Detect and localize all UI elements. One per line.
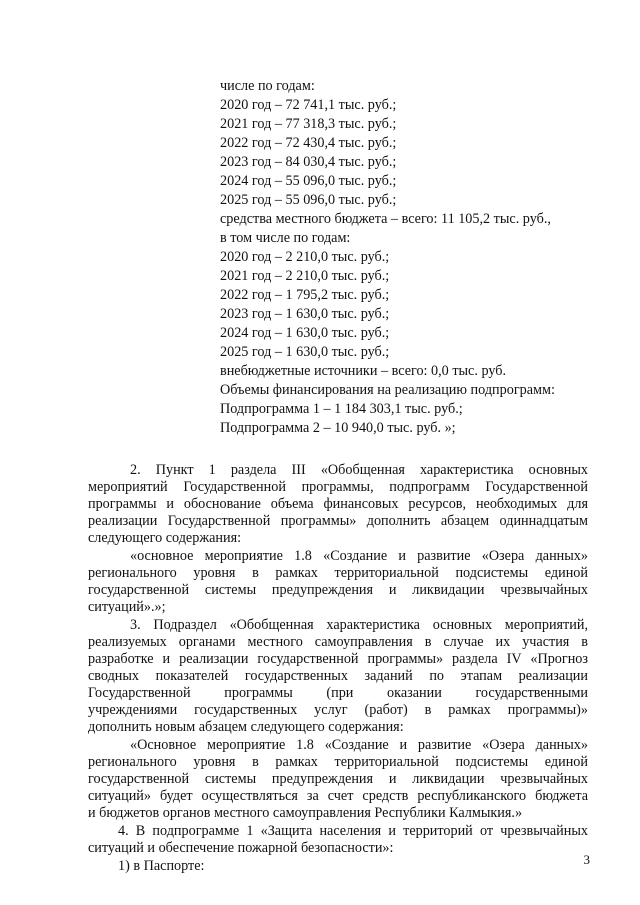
text-line: 2023 год – 1 630,0 тыс. руб.; [220,306,390,322]
quote-2-line: регионального уровня в рамках территориальной подсистемы единой [88,754,588,770]
text-line: 2021 год – 2 210,0 тыс. руб.; [220,268,390,284]
paragraph-4-line: 1) в Паспорте: [118,858,205,874]
paragraph-4-line: 4. В подпрограмме 1 «Защита населения и территорий от чрезвычайных [118,823,588,839]
paragraph-3-line: реализуемых органами местного самоуправления в случае их участия в [88,634,588,650]
quote-1-line: регионального уровня в рамках территориальной подсистемы единой [88,565,588,581]
text-line: 2021 год – 77 318,3 тыс. руб.; [220,116,397,132]
paragraph-3-line: разработке и реализации государственной программы» раздела IV «Прогноз [88,651,588,667]
paragraph-2-line: 2. Пункт 1 раздела III «Обобщенная характеристика основных [130,462,588,478]
paragraph-3-line: Государственной программы (при оказании государственными [88,685,588,701]
paragraph-2-line: реализации Государственной программы» дополнить абзацем одиннадцатым [88,513,588,529]
text-line: 2022 год – 1 795,2 тыс. руб.; [220,287,390,303]
text-line: 2025 год – 1 630,0 тыс. руб.; [220,344,390,360]
text-line: Подпрограмма 2 – 10 940,0 тыс. руб. »; [220,420,456,436]
paragraph-2-line: следующего содержания: [88,530,242,546]
quote-2-line: государственной системы предупреждения и ликвидации чрезвычайных [88,771,588,787]
quote-1-line: ситуаций».»; [88,599,166,615]
quote-2-line: ситуаций» будет осуществляться за счет средств республиканского бюджета [88,788,588,804]
text-line: Объемы финансирования на реализацию подпрограмм: [220,382,555,398]
text-line: 2024 год – 1 630,0 тыс. руб.; [220,325,390,341]
page-number: 3 [583,852,590,867]
text-line: в том числе по годам: [220,230,351,246]
text-line: 2024 год – 55 096,0 тыс. руб.; [220,173,397,189]
text-line: 2023 год – 84 030,4 тыс. руб.; [220,154,397,170]
quote-1-line: государственной системы предупреждения и ликвидации чрезвычайных [88,582,588,598]
quote-2-line: «Основное мероприятие 1.8 «Создание и развитие «Озера данных» [130,737,588,753]
quote-2-line: и бюджетов органов местного самоуправления Республики Калмыкия.» [88,805,523,821]
paragraph-4-line: ситуаций и обеспечение пожарной безопасности»: [88,840,394,856]
text-line: числе по годам: [220,78,315,94]
text-line: 2020 год – 2 210,0 тыс. руб.; [220,249,390,265]
paragraph-2-line: мероприятий Государственной программы, подпрограмм Государственной [88,479,588,495]
paragraph-3-line: дополнить новым абзацем следующего содержания: [88,719,404,735]
quote-1-line: «основное мероприятие 1.8 «Создание и развитие «Озера данных» [130,548,588,564]
paragraph-3-line: сводных показателей государственных заданий по этапам реализации [88,668,588,684]
text-line: Подпрограмма 1 – 1 184 303,1 тыс. руб.; [220,401,463,417]
text-line: 2022 год – 72 430,4 тыс. руб.; [220,135,397,151]
paragraph-2-line: программы и обоснование объема финансовых ресурсов, необходимых для [88,496,588,512]
paragraph-3-line: учреждениями государственных услуг (работ) в рамках программы)» [88,702,588,718]
text-line: 2025 год – 55 096,0 тыс. руб.; [220,192,397,208]
paragraph-3-line: 3. Подраздел «Обобщенная характеристика основных мероприятий, [130,617,588,633]
text-line: 2020 год – 72 741,1 тыс. руб.; [220,97,397,113]
text-line: внебюджетные источники – всего: 0,0 тыс. руб. [220,363,507,379]
text-line: средства местного бюджета – всего: 11 105,2 тыс. руб., [220,211,551,227]
